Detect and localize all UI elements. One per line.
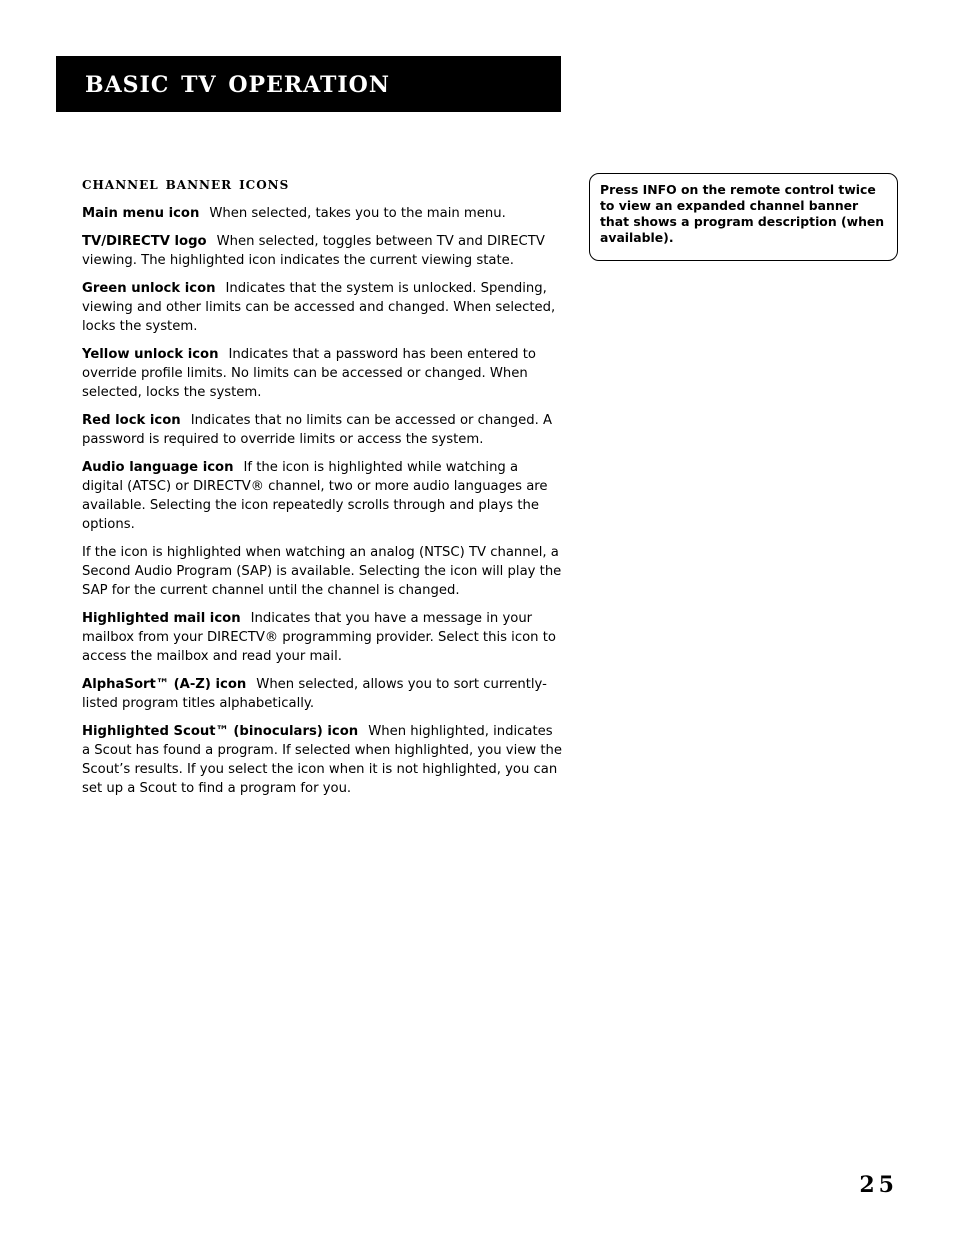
entry-audio-language-icon	[82, 458, 562, 534]
entry-text: When selected, allows you to sort currently-listed program titles alphabetically.	[82, 677, 547, 711]
entry-main-menu-icon	[82, 204, 562, 223]
page-title: basic tv operation	[85, 64, 390, 100]
tip-note-text: Press INFO on the remote control twice to view an expanded channel banner that shows a program description (when available).	[600, 182, 885, 245]
entry-term: Yellow unlock icon	[82, 347, 219, 362]
page-header-bar	[56, 56, 561, 112]
tip-note-box	[589, 173, 898, 261]
entry-green-unlock-icon	[82, 279, 562, 336]
entry-alphasort-icon	[82, 675, 562, 713]
entry-text: When highlighted, indicates a Scout has found a program. If selected when highlighted, you view the Scout’s results. If you select the icon when it is not highlighted, you can set up a Scout to find a program for you.	[82, 724, 562, 796]
entry-term: Red lock icon	[82, 413, 181, 428]
entry-highlighted-mail-icon	[82, 609, 562, 666]
entry-term: AlphaSort™ (A-Z) icon	[82, 677, 247, 692]
entry-text: When selected, takes you to the main menu.	[209, 206, 506, 221]
page-number: 25	[859, 1172, 898, 1198]
entry-text: When selected, toggles between TV and DIRECTV viewing. The highlighted icon indicates the current viewing state.	[82, 234, 545, 268]
entry-term: Green unlock icon	[82, 281, 216, 296]
entry-yellow-unlock-icon	[82, 345, 562, 402]
entry-text: Indicates that a password has been entered to override profile limits. No limits can be accessed or changed. When selected, locks the system.	[82, 347, 536, 400]
section-heading: channel banner icons	[82, 174, 290, 194]
definitions-list	[82, 204, 562, 807]
entry-text: Indicates that the system is unlocked. Spending, viewing and other limits can be accessed and changed. When selected, locks the system.	[82, 281, 556, 334]
entry-text: If the icon is highlighted while watching a digital (ATSC) or DIRECTV® channel, two or more audio languages are available. Selecting the icon repeatedly scrolls through and plays the options.	[82, 460, 548, 532]
entry-tv-directv-logo	[82, 232, 562, 270]
entry-text: Indicates that you have a message in your mailbox from your DIRECTV® programming provider. Select this icon to access the mailbox and read your mail.	[82, 611, 556, 664]
entry-red-lock-icon	[82, 411, 562, 449]
entry-term: Audio language icon	[82, 460, 234, 475]
entry-audio-language-analog	[82, 543, 562, 600]
entry-term: TV/DIRECTV logo	[82, 234, 207, 249]
entry-text: Indicates that no limits can be accessed or changed. A password is required to override limits or access the system.	[82, 413, 552, 447]
entry-term: Highlighted Scout™ (binoculars) icon	[82, 724, 359, 739]
entry-term: Main menu icon	[82, 206, 200, 221]
entry-scout-icon	[82, 722, 562, 798]
entry-text: If the icon is highlighted when watching an analog (NTSC) TV channel, a Second Audio Program (SAP) is available. Selecting the icon will play the SAP for the current channel until the channel is changed.	[82, 545, 562, 598]
entry-term: Highlighted mail icon	[82, 611, 241, 626]
